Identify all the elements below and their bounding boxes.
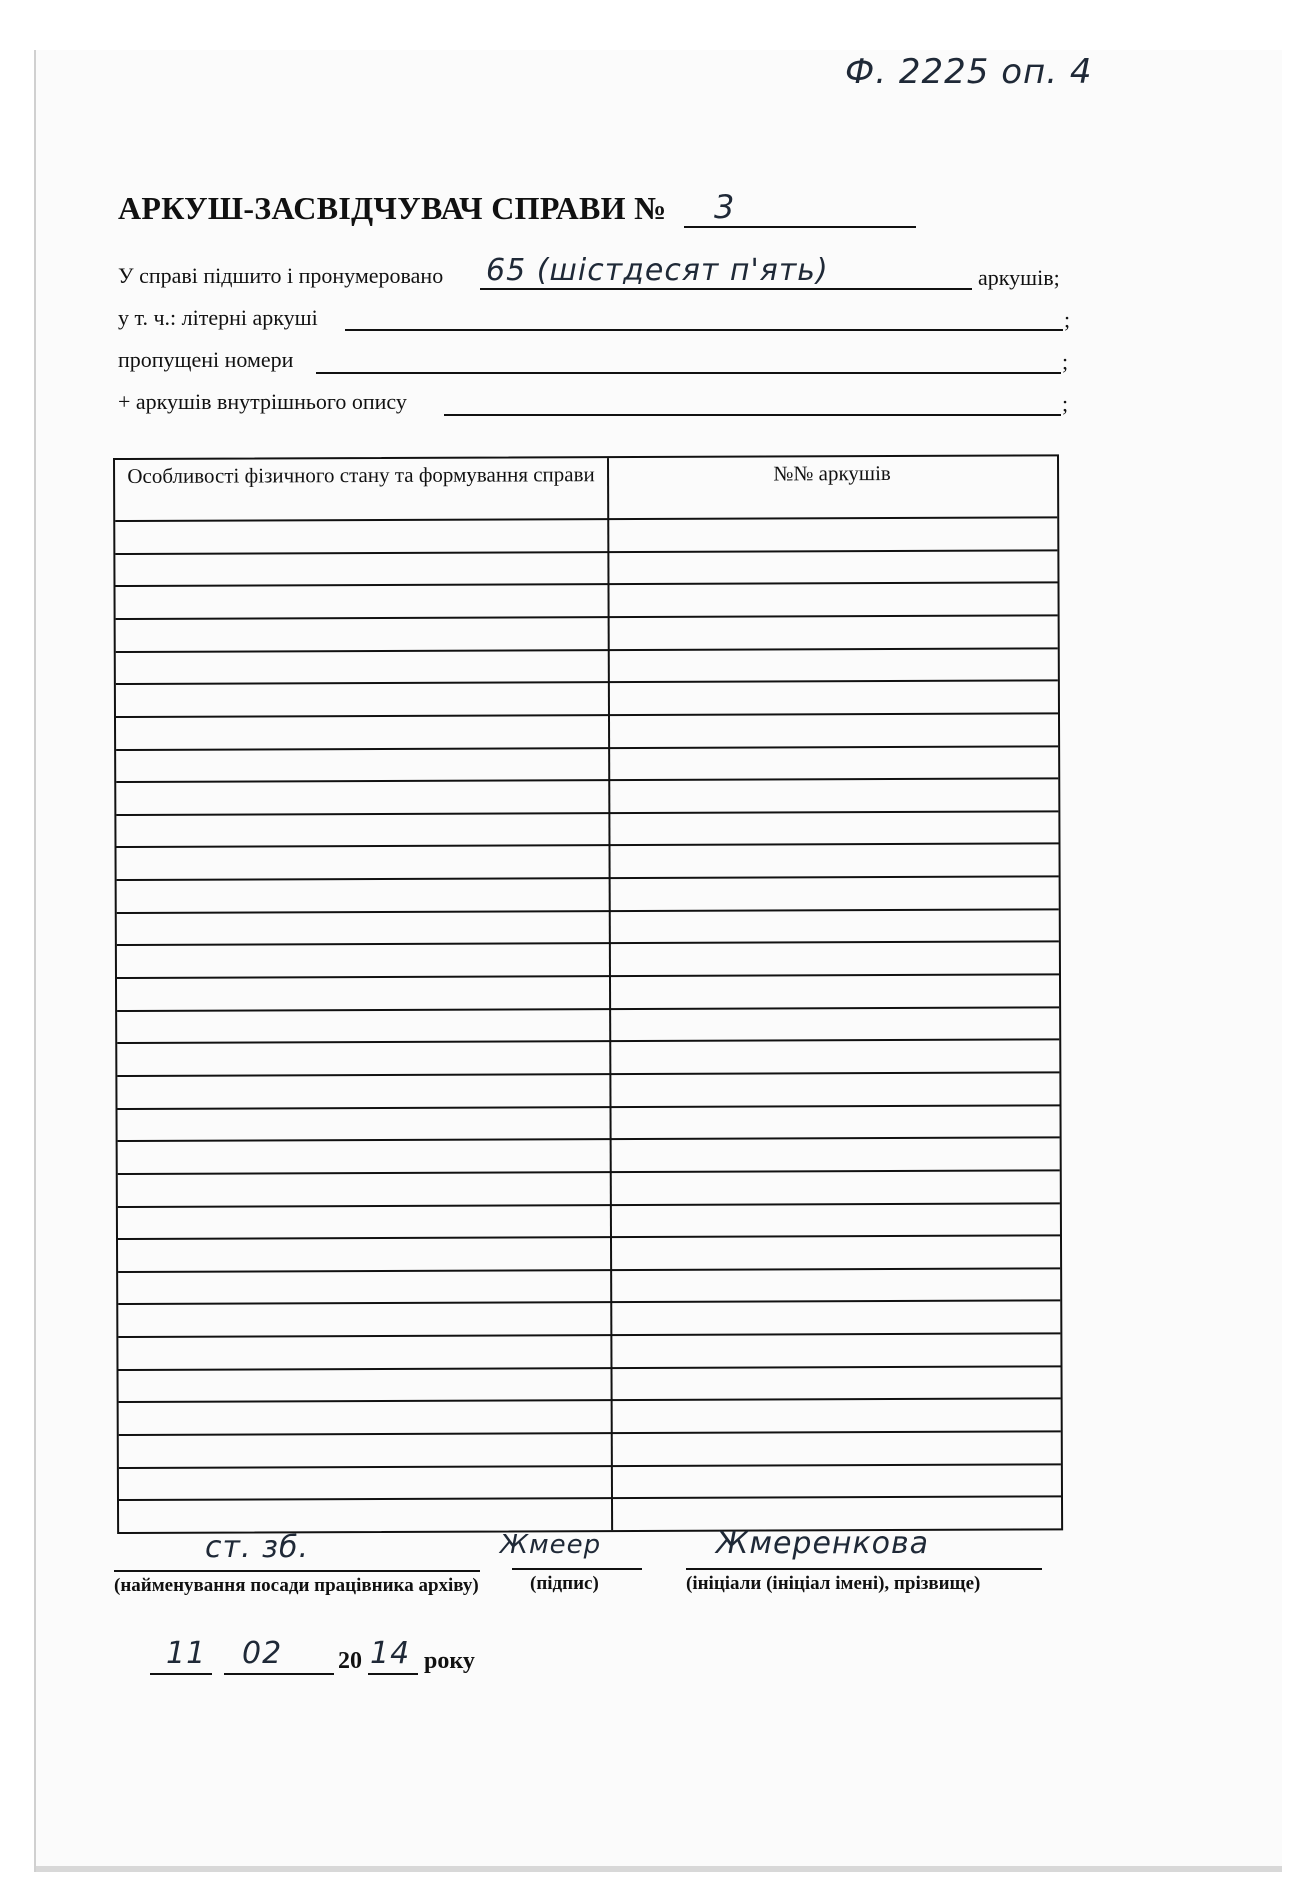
date-year-line	[368, 1673, 418, 1675]
table-row	[116, 680, 1058, 686]
signature-value: Жмеер	[500, 1530, 602, 1560]
signature-line	[512, 1568, 642, 1570]
sheets-count-line	[480, 288, 972, 290]
sheets-count-value: 65 (шістдесят п'ять)	[486, 253, 829, 288]
table-row	[116, 745, 1058, 751]
column-header-sheet-numbers: №№ аркушів	[773, 461, 891, 486]
table-row	[118, 1137, 1060, 1143]
position-caption: (найменування посади працівника архіву)	[114, 1575, 479, 1596]
inner-inventory-label: + аркушів внутрішнього опису	[118, 389, 407, 414]
table-row	[118, 1267, 1060, 1273]
case-number: 3	[714, 188, 736, 226]
date-day-line	[150, 1673, 212, 1675]
table-row	[119, 1430, 1061, 1436]
table-row	[117, 1039, 1059, 1045]
table-row	[117, 1006, 1059, 1012]
missing-numbers-label: пропущені номери	[118, 347, 294, 372]
date-year-word: року	[424, 1648, 475, 1674]
table-row	[117, 941, 1059, 947]
date-month-line	[224, 1673, 334, 1675]
name-caption: (ініціали (ініціал імені), прізвище)	[686, 1573, 981, 1594]
position-line	[114, 1570, 480, 1572]
table-row	[117, 1071, 1059, 1077]
table-row	[115, 582, 1057, 588]
table-row	[117, 875, 1059, 881]
table-row	[117, 1104, 1059, 1110]
table-row	[118, 1365, 1060, 1371]
case-number-line	[684, 226, 916, 228]
table-row	[116, 614, 1058, 620]
table-row	[118, 1332, 1060, 1338]
table-row	[115, 549, 1057, 555]
date-year-suffix: 14	[370, 1636, 411, 1671]
table-row	[116, 647, 1058, 653]
column-header-condition: Особливості фізичного стану та формування справи	[127, 462, 595, 488]
table-row	[119, 1463, 1061, 1469]
letter-sheets-suffix: ;	[1064, 307, 1071, 332]
page-title: АРКУШ-ЗАСВІДЧУВАЧ СПРАВИ №	[118, 190, 667, 226]
table-header	[115, 456, 1057, 520]
table-row	[117, 908, 1059, 914]
missing-numbers-line	[316, 372, 1061, 374]
archive-reference: Ф. 2225 оп. 4	[845, 52, 1093, 92]
date-day: 11	[166, 1636, 207, 1671]
missing-numbers-suffix: ;	[1062, 349, 1069, 374]
inner-inventory-line	[444, 414, 1061, 416]
sheets-count-label: У справі підшито і пронумеровано	[118, 263, 444, 288]
table-row	[116, 843, 1058, 849]
table-row	[119, 1398, 1061, 1404]
column-divider	[607, 458, 613, 1530]
date-year-prefix: 20	[338, 1648, 362, 1674]
table-row	[116, 810, 1058, 816]
table-row	[118, 1235, 1060, 1241]
table-row	[116, 712, 1058, 718]
letter-sheets-label: у т. ч.: літерні аркуші	[118, 305, 318, 330]
sheets-count-suffix: аркушів;	[978, 265, 1060, 290]
date-month: 02	[242, 1636, 283, 1671]
name-value: Жмеренкова	[716, 1526, 930, 1561]
table-row	[118, 1300, 1060, 1306]
table-row	[116, 778, 1058, 784]
signature-caption: (підпис)	[530, 1573, 599, 1594]
condition-table	[113, 454, 1063, 1534]
table-row	[118, 1169, 1060, 1175]
table-row	[119, 1496, 1061, 1502]
letter-sheets-line	[345, 329, 1063, 331]
table-row	[118, 1202, 1060, 1208]
table-row	[117, 973, 1059, 979]
name-line	[686, 1568, 1042, 1570]
position-value: ст. зб.	[205, 1530, 310, 1565]
inner-inventory-suffix: ;	[1062, 391, 1069, 416]
